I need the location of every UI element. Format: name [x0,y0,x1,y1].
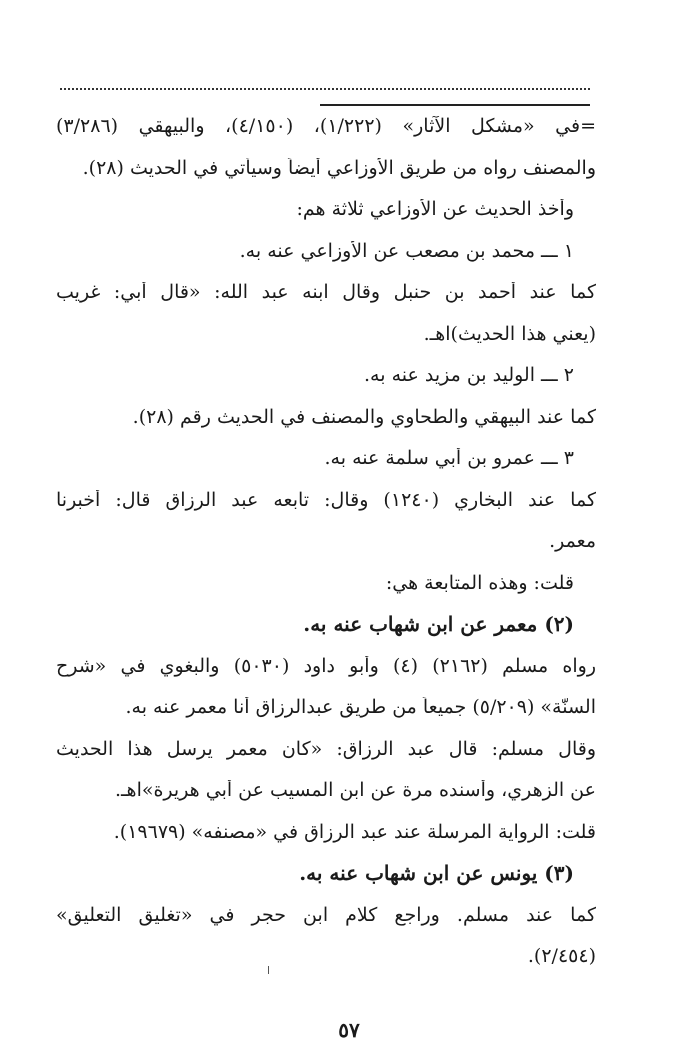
text-line-4: ١ ـــ محمد بن مصعب عن الأوزاعي عنه به. [239,240,574,262]
text-line-9: ٣ ـــ عمرو بن أبي سلمة عنه به. [324,448,574,469]
footnote-text-block [56,116,596,988]
text-line-5: كما عند أحمد بن حنبل وقال ابنه عبد الله: «قال أبي: غريب [56,282,596,303]
stray-mark [268,966,269,974]
text-line-6: (يعني هذا الحديث)اهـ. [423,323,596,345]
text-line-1: =في «مشكل الآثار» (١/٢٢٢)، (٤/١٥٠)، والبيهقي (٣/٢٨٦) [56,116,596,137]
text-line-11: معمر. [549,531,596,552]
section-heading-2: (٢) معمر عن ابن شهاب عنه به. [303,614,574,636]
text-line-8: كما عند البيهقي والطحاوي والمصنف في الحديث رقم (٢٨). [132,406,596,428]
text-line-17: عن الزهري، وأسنده مرة عن ابن المسيب عن أبي هريرة»اهـ. [114,780,596,801]
text-line-18: قلت: الرواية المرسلة عند عبد الرزاق في «مصنفه» (١٩٦٧٩). [113,821,596,843]
text-line-20: كما عند مسلم. وراجع كلام ابن حجر في «تغليق التعليق» [56,904,596,926]
text-line-21: (٢/٤٥٤). [527,946,596,967]
text-line-3: وأخذ الحديث عن الأوزاعي ثلاثة هم: [296,199,574,220]
section-heading-3: (٣) يونس عن ابن شهاب عنه به. [299,863,574,885]
text-line-12: قلت: وهذه المتابعة هي: [385,572,574,594]
footnote-solid-divider [320,104,590,106]
text-line-2: والمصنف رواه من طريق الأوزاعي أيضاً وسيأتي في الحديث (٢٨). [82,157,596,179]
text-line-10: كما عند البخاري (١٢٤٠) وقال: تابعه عبد الرزاق قال: أخبرنا [56,489,596,511]
text-line-15: السنّة» (٥/٢٠٩) جميعاً من طريق عبدالرزاق أنا معمر عنه به. [125,697,596,718]
text-line-7: ٢ ـــ الوليد بن مزيد عنه به. [364,365,574,386]
text-line-16: وقال مسلم: قال عبد الرزاق: «كان معمر يرسل هذا الحديث [56,738,596,760]
page-number: ٥٧ [338,1018,360,1042]
text-line-14: رواه مسلم (٢١٦٢) (٤) وأبو داود (٥٠٣٠) والبغوي في «شرح [56,655,596,677]
footnote-dotted-divider [60,88,590,90]
